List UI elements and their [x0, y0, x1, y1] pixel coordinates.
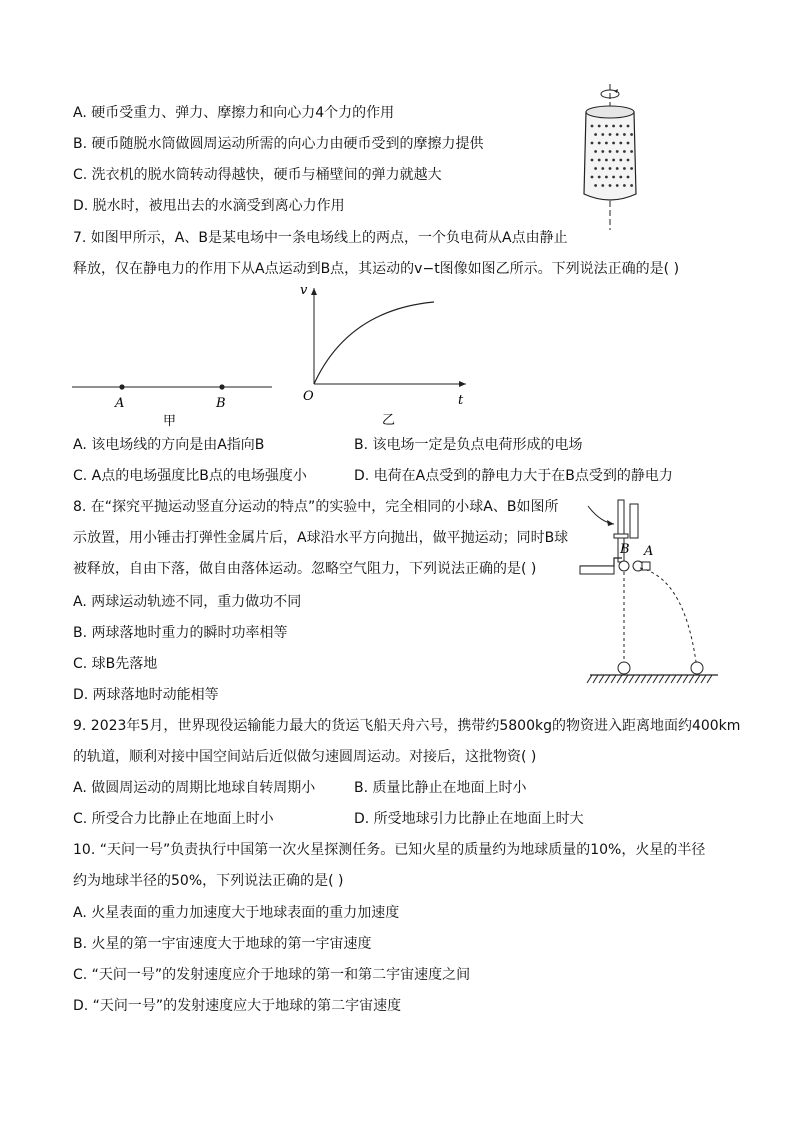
vt-graph-figure — [296, 282, 476, 427]
v-axis-label: v — [300, 283, 308, 298]
origin-label: O — [303, 389, 314, 404]
q8-stem-line3: 被释放，自由下落，做自由落体运动。忽略空气阻力，下列说法正确的是( ) — [73, 561, 537, 577]
q9-option-b: B. 质量比静止在地面上时小 — [354, 780, 527, 796]
q8-option-b: B. 两球落地时重力的瞬时功率相等 — [73, 625, 288, 641]
figure-jia-caption: 甲 — [163, 414, 177, 429]
q9-option-a: A. 做圆周运动的周期比地球自转周期小 — [73, 780, 316, 796]
point-b-label: B — [216, 396, 226, 411]
q10-stem-line2: 约为地球半径的50%，下列说法正确的是( ) — [73, 873, 344, 889]
q8-option-d: D. 两球落地时动能相等 — [73, 687, 219, 703]
ball-b-label: B — [620, 542, 630, 557]
q6-option-b: B. 硬币随脱水筒做圆周运动所需的向心力由硬币受到的摩擦力提供 — [73, 136, 484, 152]
q8-stem-line2: 示放置，用小锤击打弹性金属片后，A球沿水平方向抛出，做平抛运动；同时B球 — [73, 530, 569, 546]
q8-option-a: A. 两球运动轨迹不同，重力做功不同 — [73, 594, 302, 610]
q8-option-c: C. 球B先落地 — [73, 656, 158, 672]
q10-option-b: B. 火星的第一宇宙速度大于地球的第一宇宙速度 — [73, 936, 372, 952]
q9-option-c: C. 所受合力比静止在地面上时小 — [73, 811, 274, 827]
q6-option-c: C. 洗衣机的脱水筒转动得越快，硬币与桶壁间的弹力就越大 — [73, 167, 442, 183]
q7-stem-line1: 7. 如图甲所示，A、B是某电场中一条电场线上的两点，一个负电荷从A点由静止 — [73, 230, 568, 246]
figure-yi-caption: 乙 — [382, 413, 396, 427]
q7-stem-line2: 释放，仅在静电力的作用下从A点运动到B点，其运动的v−t图像如图乙所示。下列说法正确的是( ) — [73, 261, 680, 277]
q10-option-d: D. “天问一号”的发射速度应大于地球的第二宇宙速度 — [73, 998, 402, 1014]
q7-option-b: B. 该电场一定是负点电荷形成的电场 — [354, 437, 583, 453]
q6-option-a: A. 硬币受重力、弹力、摩擦力和向心力4个力的作用 — [73, 105, 395, 121]
q8-stem-line1: 8. 在“探究平抛运动竖直分运动的特点”的实验中，完全相同的小球A、B如图所 — [73, 499, 559, 515]
q9-stem-line2: 的轨道，顺利对接中国空间站后近似做匀速圆周运动。对接后，这批物资( ) — [73, 749, 537, 765]
t-axis-label: t — [458, 393, 464, 408]
q10-stem-line1: 10. “天问一号”负责执行中国第一次火星探测任务。已知火星的质量约为地球质量的10%，火星的半径 — [73, 842, 706, 858]
q7-option-a: A. 该电场线的方向是由A指向B — [73, 437, 265, 453]
q7-option-c: C. A点的电场强度比B点的电场强度小 — [73, 468, 307, 484]
point-a-label: A — [115, 396, 125, 411]
q6-option-d: D. 脱水时，被甩出去的水滴受到离心力作用 — [73, 198, 345, 214]
q7-option-d: D. 电荷在A点受到的静电力大于在B点受到的静电力 — [354, 468, 673, 484]
projectile-apparatus-figure — [578, 496, 723, 688]
q10-option-a: A. 火星表面的重力加速度大于地球表面的重力加速度 — [73, 905, 400, 921]
field-line-figure — [70, 370, 280, 430]
spin-drum-figure — [570, 82, 650, 232]
q10-option-c: C. “天问一号”的发射速度应介于地球的第一和第二宇宙速度之间 — [73, 967, 471, 983]
ball-a-label: A — [644, 544, 654, 559]
q9-option-d: D. 所受地球引力比静止在地面上时大 — [354, 811, 584, 827]
q9-stem-line1: 9. 2023年5月，世界现役运输能力最大的货运飞船天舟六号，携带约5800kg的物资进入距离地面约400km — [73, 718, 741, 734]
